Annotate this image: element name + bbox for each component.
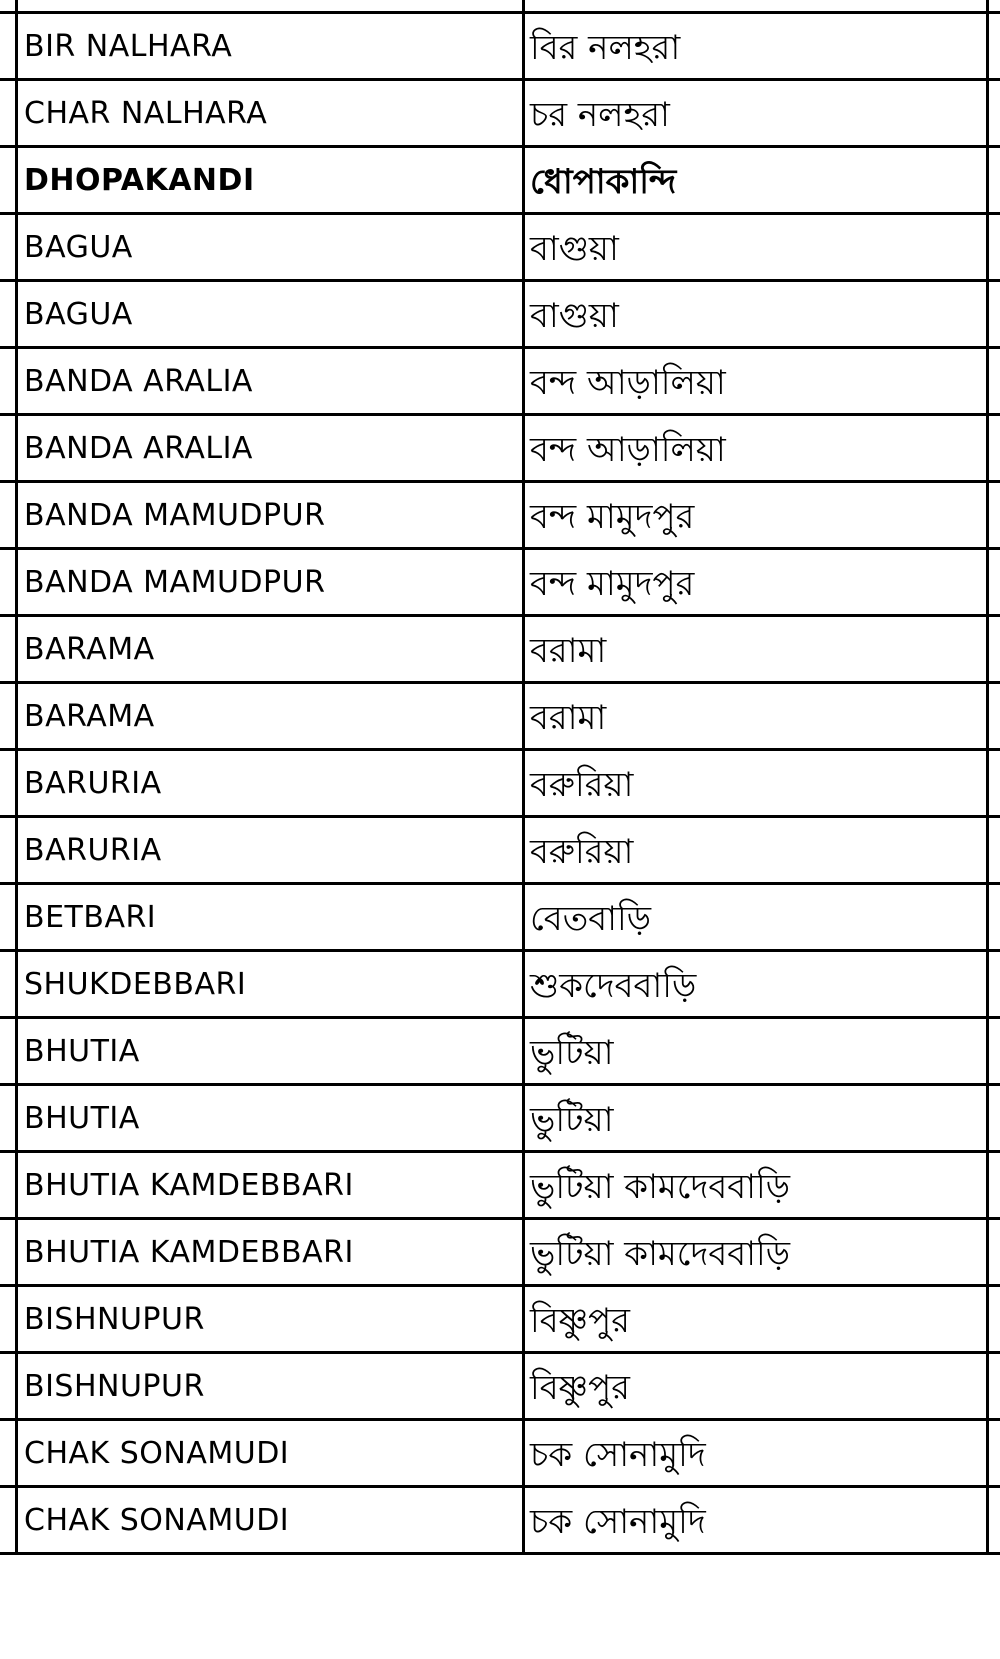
bengali-name-cell: ভুটিয়া কামদেববাড়ি [530, 1234, 791, 1274]
bengali-name-cell: বিষ্ণুপুর [530, 1368, 630, 1408]
bengali-name-cell: বন্দ আড়ালিয়া [530, 363, 726, 403]
bengali-name-cell: শুকদেববাড়ি [530, 966, 697, 1006]
english-name-cell: BAGUA [24, 229, 133, 265]
english-name-cell: BIR NALHARA [24, 28, 233, 64]
column-divider [522, 0, 525, 1555]
english-name-cell: SHUKDEBBARI [24, 966, 247, 1002]
english-name-cell: BARAMA [24, 631, 155, 667]
row-divider [0, 1552, 1000, 1555]
bengali-name-cell: বরামা [530, 698, 607, 738]
english-name-cell: DHOPAKANDI [24, 162, 255, 198]
bengali-name-cell: বন্দ আড়ালিয়া [530, 430, 726, 470]
english-name-cell: CHAR NALHARA [24, 95, 268, 131]
english-name-cell: BANDA ARALIA [24, 430, 253, 466]
bengali-name-cell: বন্দ মামুদপুর [530, 564, 695, 604]
bengali-name-cell: ভুটিয়া [530, 1100, 614, 1140]
table-left-border [15, 0, 18, 1555]
english-name-cell: CHAK SONAMUDI [24, 1435, 290, 1471]
english-name-cell: BETBARI [24, 899, 157, 935]
bengali-name-cell: বাগুয়া [530, 229, 619, 269]
bengali-name-cell: ভুটিয়া [530, 1033, 614, 1073]
english-name-cell: BANDA MAMUDPUR [24, 497, 326, 533]
bengali-name-cell: ধোপাকান্দি [530, 162, 677, 202]
bengali-name-cell: ভুটিয়া কামদেববাড়ি [530, 1167, 791, 1207]
english-name-cell: BARAMA [24, 698, 155, 734]
english-name-cell: BARURIA [24, 832, 162, 868]
bengali-name-cell: বাগুয়া [530, 296, 619, 336]
bengali-name-cell: বরুরিয়া [530, 765, 634, 805]
english-name-cell: BHUTIA KAMDEBBARI [24, 1167, 354, 1203]
bengali-name-cell: বরুরিয়া [530, 832, 634, 872]
english-name-cell: BISHNUPUR [24, 1301, 205, 1337]
bengali-name-cell: চক সোনামুদি [530, 1502, 706, 1542]
english-name-cell: BHUTIA KAMDEBBARI [24, 1234, 354, 1270]
bengali-name-cell: বেতবাড়ি [530, 899, 652, 939]
english-name-cell: BARURIA [24, 765, 162, 801]
english-name-cell: BANDA MAMUDPUR [24, 564, 326, 600]
bengali-name-cell: বিষ্ণুপুর [530, 1301, 630, 1341]
bengali-name-cell: বন্দ মামুদপুর [530, 497, 695, 537]
english-name-cell: CHAK SONAMUDI [24, 1502, 290, 1538]
bengali-name-cell: বির নলহরা [530, 28, 681, 68]
english-name-cell: BHUTIA [24, 1033, 140, 1069]
english-name-cell: BHUTIA [24, 1100, 140, 1136]
table-right-border [986, 0, 989, 1555]
english-name-cell: BAGUA [24, 296, 133, 332]
bengali-name-cell: চর নলহরা [530, 95, 670, 135]
bengali-name-cell: বরামা [530, 631, 607, 671]
bengali-name-cell: চক সোনামুদি [530, 1435, 706, 1475]
english-name-cell: BISHNUPUR [24, 1368, 205, 1404]
english-name-cell: BANDA ARALIA [24, 363, 253, 399]
